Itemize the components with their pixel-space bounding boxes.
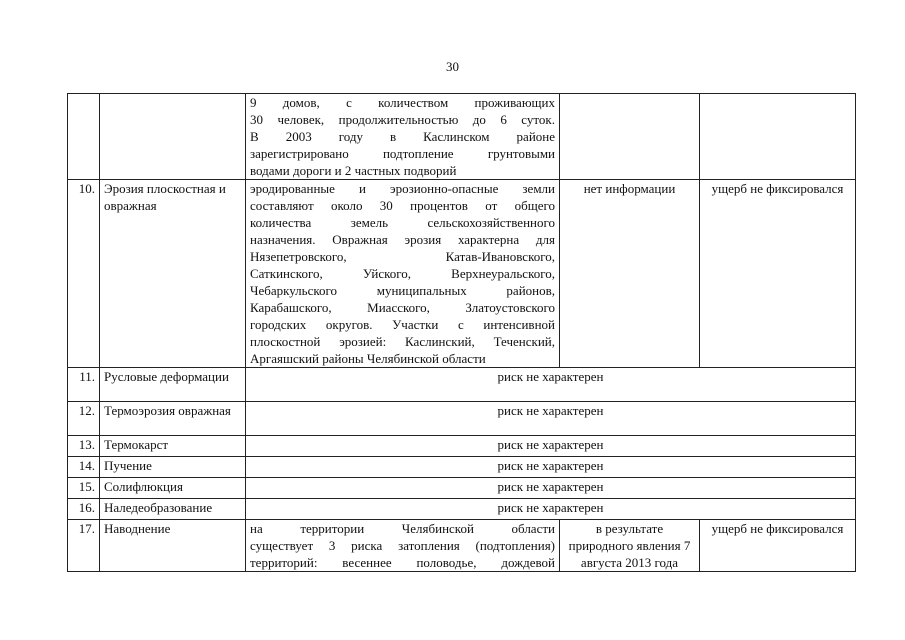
- risk-description: эродированные и эрозионно-опасные земли составляют около 30 процентов от общего количества земель сельскохозяйственного назначения. Овражная эрозия характерна для Нязепетровского, Катав-Ивановского, Саткинского, Уйского, Верхнеуральского, Чебаркульского муниципальных районов, Карабашского, Миасского, Златоустовского городских округов. Участки с интенсивной плоскостной эрозией: Каслинский, Теченский, Аргаяшский районы Челябинской области: [246, 180, 560, 368]
- table-row: [68, 94, 856, 180]
- risk-merged-note: риск не характерен: [246, 499, 856, 520]
- risk-merged-note: риск не характерен: [246, 402, 856, 436]
- table-row: [68, 180, 856, 368]
- risk-name: Пучение: [100, 457, 246, 478]
- risk-name: [100, 94, 246, 180]
- risk-damage: ущерб не фиксировался: [700, 520, 856, 572]
- risk-merged-note: риск не характерен: [246, 368, 856, 402]
- table-row: [68, 368, 856, 402]
- risk-source: в результате природного явления 7 августа 2013 года: [560, 520, 700, 572]
- risk-merged-note: риск не характерен: [246, 457, 856, 478]
- row-number: 17.: [68, 520, 100, 572]
- page-number: 30: [446, 59, 459, 74]
- risk-name: Солифлюкция: [100, 478, 246, 499]
- row-number: 13.: [68, 436, 100, 457]
- risk-source: нет информации: [560, 180, 700, 368]
- row-number: [68, 94, 100, 180]
- row-number: 12.: [68, 402, 100, 436]
- table-row: [68, 499, 856, 520]
- row-number: 16.: [68, 499, 100, 520]
- row-number: 11.: [68, 368, 100, 402]
- row-number: 15.: [68, 478, 100, 499]
- table-row: [68, 436, 856, 457]
- risk-table: [67, 93, 856, 572]
- risk-name: Русловые деформации: [100, 368, 246, 402]
- table-row: [68, 402, 856, 436]
- table-row: [68, 520, 856, 572]
- risk-damage: ущерб не фиксировался: [700, 180, 856, 368]
- risk-name: Эрозия плоскостная и овражная: [100, 180, 246, 368]
- table-row: [68, 457, 856, 478]
- risk-description: на территории Челябинской области существует 3 риска затопления (подтопления) территорий: весеннее половодье, дождевой: [246, 520, 560, 572]
- risk-name: Термокарст: [100, 436, 246, 457]
- risk-source: [560, 94, 700, 180]
- table-row: [68, 478, 856, 499]
- row-number: 14.: [68, 457, 100, 478]
- row-number: 10.: [68, 180, 100, 368]
- risk-name: Термоэрозия овражная: [100, 402, 246, 436]
- risk-name: Наводнение: [100, 520, 246, 572]
- risk-merged-note: риск не характерен: [246, 478, 856, 499]
- risk-description: 9 домов, с количеством проживающих 30 человек, продолжительностью до 6 суток. В 2003 году в Каслинском районе зарегистрировано подтопление грунтовыми водами дороги и 2 частных подворий: [246, 94, 560, 180]
- risk-name: Наледеобразование: [100, 499, 246, 520]
- risk-damage: [700, 94, 856, 180]
- risk-merged-note: риск не характерен: [246, 436, 856, 457]
